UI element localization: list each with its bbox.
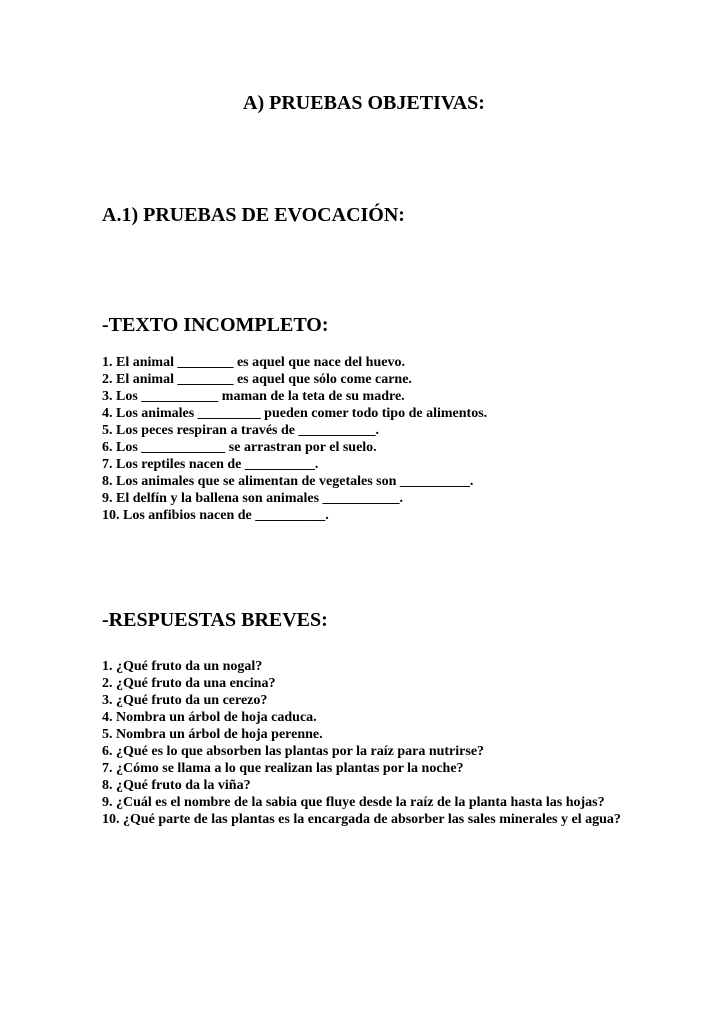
- list-item: 10. Los anfibios nacen de __________.: [102, 508, 329, 523]
- list-item: 8. ¿Qué fruto da la viña?: [102, 778, 251, 793]
- texto-incompleto-list: [102, 354, 627, 524]
- list-item: 9. El delfín y la ballena son animales ___________.: [102, 491, 404, 506]
- list-item: 7. ¿Cómo se llama a lo que realizan las plantas por la noche?: [102, 761, 464, 776]
- list-item: 4. Nombra un árbol de hoja caduca.: [102, 710, 317, 725]
- list-item: 6. ¿Qué es lo que absorben las plantas por la raíz para nutrirse?: [102, 744, 485, 759]
- list-item: 3. Los ___________ maman de la teta de su madre.: [102, 389, 405, 404]
- list-item: 9. ¿Cuál es el nombre de la sabia que fluye desde la raíz de la planta hasta las hojas?: [102, 795, 605, 810]
- list-item: 3. ¿Qué fruto da un cerezo?: [102, 693, 268, 708]
- list-item: 1. ¿Qué fruto da un nogal?: [102, 659, 263, 674]
- list-item: 5. Nombra un árbol de hoja perenne.: [102, 727, 323, 742]
- list-item: 8. Los animales que se alimentan de vegetales son __________.: [102, 474, 474, 489]
- list-item: 2. El animal ________ es aquel que sólo come carne.: [102, 372, 412, 387]
- respuestas-breves-list: [102, 658, 627, 828]
- list-item: 1. El animal ________ es aquel que nace del huevo.: [102, 355, 405, 370]
- section-heading-texto-incompleto: -TEXTO INCOMPLETO:: [102, 314, 329, 336]
- list-item: 10. ¿Qué parte de las plantas es la encargada de absorber las sales minerales y el agua?: [102, 812, 621, 827]
- section-heading-evocacion: A.1) PRUEBAS DE EVOCACIÓN:: [102, 204, 405, 226]
- page-title: A) PRUEBAS OBJETIVAS:: [243, 92, 485, 114]
- list-item: 4. Los animales _________ pueden comer todo tipo de alimentos.: [102, 406, 488, 421]
- list-item: 2. ¿Qué fruto da una encina?: [102, 676, 276, 691]
- list-item: 6. Los ____________ se arrastran por el suelo.: [102, 440, 377, 455]
- list-item: 5. Los peces respiran a través de ___________.: [102, 423, 379, 438]
- section-heading-respuestas-breves: -RESPUESTAS BREVES:: [102, 609, 328, 631]
- list-item: 7. Los reptiles nacen de __________.: [102, 457, 319, 472]
